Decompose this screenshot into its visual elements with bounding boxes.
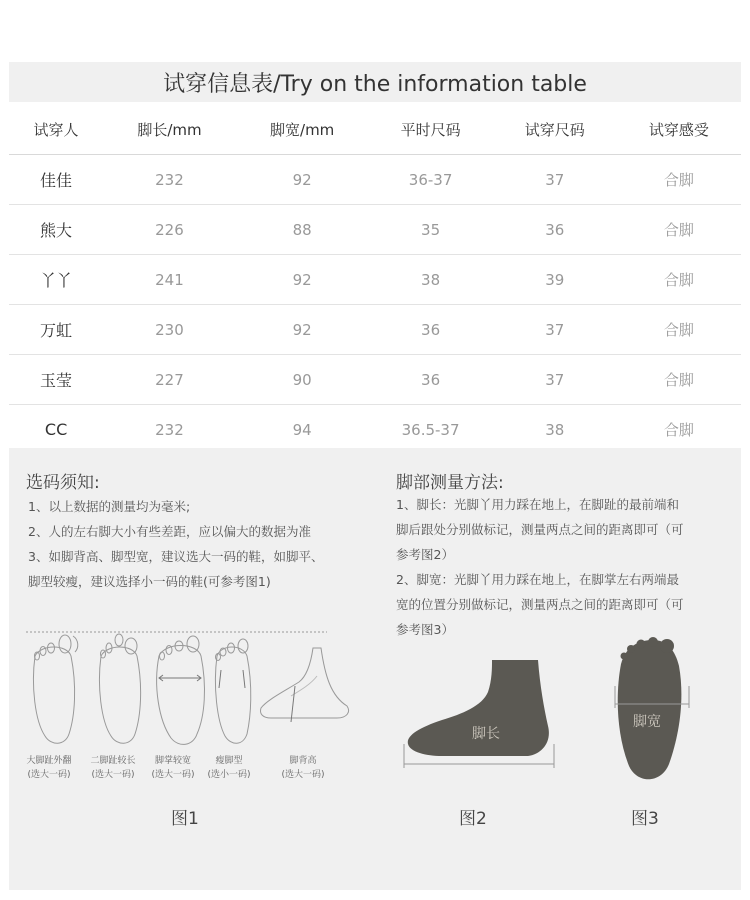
cell-tried: 37 [493,305,617,355]
measure-note-line: 1、脚长：光脚丫用力踩在地上，在脚趾的最前端和 [396,497,679,512]
cell-usual: 36-37 [369,155,493,205]
size-note-line: 2、人的左右脚大小有些差距，应以偏大的数据为准 [28,524,311,539]
size-note-line: 3、如脚背高、脚型宽，建议选大一码的鞋，如脚平、 [28,549,324,564]
foot-width-label: 脚宽 [633,714,661,730]
table-row [9,255,741,305]
size-note-line: 1、以上数据的测量均为毫米; [28,499,191,514]
cell-tried: 37 [493,355,617,405]
cell-tester: 佳佳 [9,155,103,205]
foot-type-slim: 瘦脚型 (选小一码) [207,756,251,780]
foot-type-bunion: 大脚趾外翻 (选大一码) [26,756,72,780]
measure-note-line: 宽的位置分别做标记，测量两点之间的距离即可（可 [396,597,684,612]
table-row [9,305,741,355]
cell-tester: 丫丫 [9,255,103,305]
foot-type-wide: 脚掌较宽 (选大一码) [151,756,195,780]
size-notes-heading: 选码须知: [26,473,100,493]
table-row [9,355,741,405]
cell-length: 241 [103,255,236,305]
table-row [9,405,741,455]
cell-usual: 35 [369,205,493,255]
cell-length: 232 [103,405,236,455]
cell-width: 92 [236,305,369,355]
cell-width: 88 [236,205,369,255]
cell-tester: 熊大 [9,205,103,255]
table-row [9,205,741,255]
cell-width: 94 [236,405,369,455]
foot-types-illustration [21,626,361,756]
cell-length: 230 [103,305,236,355]
measure-note-line: 2、脚宽：光脚丫用力踩在地上，在脚掌左右两端最 [396,572,679,587]
cell-length: 227 [103,355,236,405]
cell-tried: 38 [493,405,617,455]
figure1-caption: 图1 [171,809,199,829]
foot-width-illustration [607,636,697,786]
table-header-row [9,104,741,155]
cell-tried: 39 [493,255,617,305]
measure-notes-list [396,492,684,642]
size-note-line: 脚型较瘦，建议选择小一码的鞋(可参考图1) [28,574,271,589]
header-foot-length: 脚长/mm [103,104,236,155]
cell-usual: 36 [369,305,493,355]
foot-type-long-second-toe: 二脚趾较长 (选大一码) [90,756,136,780]
figure2-caption: 图2 [459,809,487,829]
cell-tester: 玉莹 [9,355,103,405]
table-row [9,155,741,205]
cell-tried: 37 [493,155,617,205]
header-tester: 试穿人 [9,104,103,155]
guide-panel [9,448,741,890]
size-notes-list [28,494,323,594]
cell-feeling: 合脚 [617,405,741,455]
foot-length-label: 脚长 [472,726,500,742]
cell-feeling: 合脚 [617,155,741,205]
measure-note-line: 参考图2） [396,547,454,562]
table-title: 试穿信息表/Try on the information table [9,62,741,102]
cell-feeling: 合脚 [617,305,741,355]
try-on-table [9,104,741,455]
measure-note-line: 参考图3） [396,622,454,637]
header-tried-size: 试穿尺码 [493,104,617,155]
measure-note-line: 脚后跟处分别做标记，测量两点之间的距离即可（可 [396,522,684,537]
foot-length-illustration [402,656,562,766]
cell-width: 90 [236,355,369,405]
cell-usual: 36 [369,355,493,405]
cell-usual: 38 [369,255,493,305]
figure3-caption: 图3 [631,809,659,829]
cell-feeling: 合脚 [617,355,741,405]
header-usual-size: 平时尺码 [369,104,493,155]
cell-length: 232 [103,155,236,205]
cell-tester: CC [9,405,103,455]
header-foot-width: 脚宽/mm [236,104,369,155]
cell-feeling: 合脚 [617,255,741,305]
cell-tried: 36 [493,205,617,255]
foot-type-high-arch: 脚背高 (选大一码) [281,756,325,780]
header-feeling: 试穿感受 [617,104,741,155]
measure-notes-heading: 脚部测量方法: [396,473,504,493]
cell-usual: 36.5-37 [369,405,493,455]
cell-feeling: 合脚 [617,205,741,255]
cell-tester: 万虹 [9,305,103,355]
cell-width: 92 [236,155,369,205]
cell-width: 92 [236,255,369,305]
cell-length: 226 [103,205,236,255]
